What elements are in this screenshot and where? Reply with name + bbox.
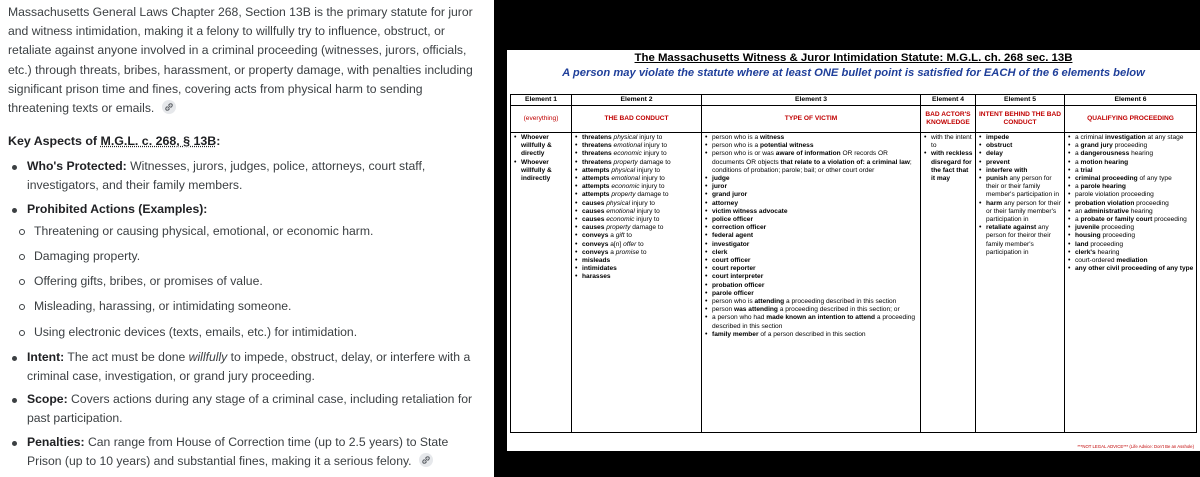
statute-link[interactable]: M.G.L. c. 268, § 13B: [100, 134, 217, 149]
list-item: • attempts economic injury to: [574, 183, 699, 191]
header-row: [511, 95, 1197, 106]
list-item: Misleading, harassing, or intimidating someone.: [14, 297, 486, 316]
list-item-who-protected: Who's Protected: Witnesses, jurors, judges, police, attorneys, court staff, investigators, and their family members.: [8, 157, 486, 195]
list-item: • impede: [978, 134, 1062, 142]
list-item: • a motion hearing: [1067, 159, 1194, 167]
column-subheader: INTENT BEHIND THE BAD CONDUCT: [976, 106, 1065, 133]
list-item: • any other civil proceeding of any type: [1067, 265, 1194, 273]
list-item: • intimidates: [574, 265, 699, 273]
column-header: Element 6: [1065, 95, 1197, 106]
list-item: • a criminal investigation at any stage: [1067, 134, 1194, 142]
list-item-penalties: Penalties: Can range from House of Correction time (up to 2.5 years) to State Prison (up to 10 years) and substantial fines, making it a serious felony.: [8, 433, 486, 471]
list-item: • prevent: [978, 159, 1062, 167]
list-item: • causes physical injury to: [574, 200, 699, 208]
list-item: • causes emotional injury to: [574, 208, 699, 216]
list-item: • judge: [704, 175, 918, 183]
list-item: • threatens property damage to: [574, 159, 699, 167]
list-item-prohibited-actions: Prohibited Actions (Examples): Threatening or causing physical, emotional, or economic harm. Damaging property. Offering gifts, bribes, or promises of value. Misleading, harassing, or intimidating someone. Using electronic devices (texts, emails, etc.) for intimidation.: [8, 200, 486, 342]
column-header: Element 5: [976, 95, 1065, 106]
list-item: • conveys a promise to: [574, 249, 699, 257]
list-item: • court reporter: [704, 265, 918, 273]
list-item: • clerk: [704, 249, 918, 257]
list-item: • a dangerousness hearing: [1067, 150, 1194, 158]
list-item: • attempts emotional injury to: [574, 175, 699, 183]
list-item: • investigator: [704, 241, 918, 249]
list-item: • clerk's hearing: [1067, 249, 1194, 257]
list-item: • correction officer: [704, 224, 918, 232]
list-item: • person who is attending a proceeding described in this section: [704, 298, 918, 306]
list-item: • with the intent to: [923, 134, 973, 150]
column-subheader: BAD ACTOR'S KNOWLEDGE: [921, 106, 976, 133]
list-item: • probation violation proceeding: [1067, 200, 1194, 208]
list-item: • conveys a[n] offer to: [574, 241, 699, 249]
list-item: • attempts property damage to: [574, 191, 699, 199]
column-subheader: QUALIFYING PROCEEDING: [1065, 106, 1197, 133]
intro-paragraph: [8, 3, 486, 118]
list-item: • attempts physical injury to: [574, 167, 699, 175]
list-item: • court officer: [704, 257, 918, 265]
list-item: • harasses: [574, 273, 699, 281]
list-item: • court interpreter: [704, 273, 918, 281]
column-subheader: (everything): [511, 106, 572, 133]
disclaimer-note: ***NOT LEGAL ADVICE*** (Life Advice: Don't Be an Asshole): [1077, 444, 1194, 449]
list-item: • person who is a witness: [704, 134, 918, 142]
key-aspects-heading: Key Aspects of M.G.L. c. 268, § 13B:: [8, 134, 221, 149]
list-item: • a trial: [1067, 167, 1194, 175]
column-header: Element 3: [702, 95, 921, 106]
chart-subtitle: A person may violate the statute where at least ONE bullet point is satisfied for EACH of the 6 elements below: [562, 67, 1145, 79]
key-aspects-list: [8, 157, 486, 471]
list-item: • retaliate against any person for theiror their family member's participation in: [978, 224, 1062, 257]
list-item: • punish any person for their or their family member's participation in: [978, 175, 1062, 200]
statute-chart-image: [507, 50, 1200, 451]
list-item: • probation officer: [704, 282, 918, 290]
list-item: • threatens economic injury to: [574, 150, 699, 158]
list-item: • land proceeding: [1067, 241, 1194, 249]
link-icon[interactable]: [419, 453, 433, 467]
list-item: • victim witness advocate: [704, 208, 918, 216]
list-item: • parole officer: [704, 290, 918, 298]
list-item: • with reckless disregard for the fact that it may: [923, 150, 973, 183]
link-icon[interactable]: [162, 100, 176, 114]
list-item-scope: Scope: Covers actions during any stage of a criminal case, including retaliation for past participation.: [8, 390, 486, 428]
list-item: • parole violation proceeding: [1067, 191, 1194, 199]
list-item: • juvenile proceeding: [1067, 224, 1194, 232]
intro-text: Massachusetts General Laws Chapter 268, Section 13B is the primary statute for juror and witness intimidation, making it a felony to willfully try to influence, obstruct, or retaliate against anyone involved in a criminal proceeding (witnesses, jurors, officials, etc.) through threats, bribes, harassment, or property damage, with penalties including significant prison time and fines, covering acts from physical harm to sending threatening texts or emails.: [8, 5, 473, 116]
list-item-intent: Intent: The act must be done willfully to impede, obstruct, delay, or interfere with a criminal case, investigation, or grand jury proceeding.: [8, 348, 486, 386]
list-item: • police officer: [704, 216, 918, 224]
element-3-cell: [702, 133, 921, 433]
list-item: • person was attending a proceeding described in this section; or: [704, 306, 918, 314]
list-item: • Whoever willfully & directly: [513, 134, 569, 159]
list-item: • causes economic injury to: [574, 216, 699, 224]
list-item: • conveys a gift to: [574, 232, 699, 240]
list-item: • housing proceeding: [1067, 232, 1194, 240]
element-6-cell: [1065, 133, 1197, 433]
list-item: • grand juror: [704, 191, 918, 199]
ai-answer-panel: [0, 0, 494, 477]
column-subheader: THE BAD CONDUCT: [572, 106, 702, 133]
column-subheader: TYPE OF VICTIM: [702, 106, 921, 133]
list-item: • a person who had made known an intention to attend a proceeding described in this section: [704, 314, 918, 330]
element-2-cell: [572, 133, 702, 433]
list-item: • Whoever willfully & indirectly: [513, 159, 569, 184]
list-item: • misleads: [574, 257, 699, 265]
prohibited-actions-list: [27, 222, 486, 342]
element-5-cell: [976, 133, 1065, 433]
list-item: • criminal proceeding of any type: [1067, 175, 1194, 183]
list-item: • attorney: [704, 200, 918, 208]
element-1-cell: [511, 133, 572, 433]
body-row: [511, 133, 1197, 433]
list-item: • a parole hearing: [1067, 183, 1194, 191]
list-item: Damaging property.: [14, 247, 486, 266]
column-header: Element 4: [921, 95, 976, 106]
list-item: • an administrative hearing: [1067, 208, 1194, 216]
list-item: Using electronic devices (texts, emails, etc.) for intimidation.: [14, 323, 486, 342]
list-item: • threatens physical injury to: [574, 134, 699, 142]
list-item: Threatening or causing physical, emotional, or economic harm.: [14, 222, 486, 241]
list-item: • interfere with: [978, 167, 1062, 175]
list-item: • person who is or was aware of information OR records OR documents OR objects that relate to a violation of: a criminal law; conditions of probation; parole; bail; or other court order: [704, 150, 918, 175]
column-header: Element 1: [511, 95, 572, 106]
subheader-row: [511, 106, 1197, 133]
list-item: • federal agent: [704, 232, 918, 240]
list-item: • delay: [978, 150, 1062, 158]
list-item: • court-ordered mediation: [1067, 257, 1194, 265]
list-item: Offering gifts, bribes, or promises of value.: [14, 272, 486, 291]
chart-title: The Massachusetts Witness & Juror Intimidation Statute: M.G.L. ch. 268 sec. 13B: [634, 52, 1073, 64]
list-item: • threatens emotional injury to: [574, 142, 699, 150]
list-item: • causes property damage to: [574, 224, 699, 232]
element-4-cell: [921, 133, 976, 433]
list-item: • juror: [704, 183, 918, 191]
list-item: • obstruct: [978, 142, 1062, 150]
list-item: • a probate or family court proceeding: [1067, 216, 1194, 224]
list-item: • a grand jury proceeding: [1067, 142, 1194, 150]
list-item: • family member of a person described in this section: [704, 331, 918, 339]
list-item: • harm any person for their or their family member's participation in: [978, 200, 1062, 225]
list-item: • person who is a potential witness: [704, 142, 918, 150]
elements-table: [510, 94, 1197, 433]
column-header: Element 2: [572, 95, 702, 106]
